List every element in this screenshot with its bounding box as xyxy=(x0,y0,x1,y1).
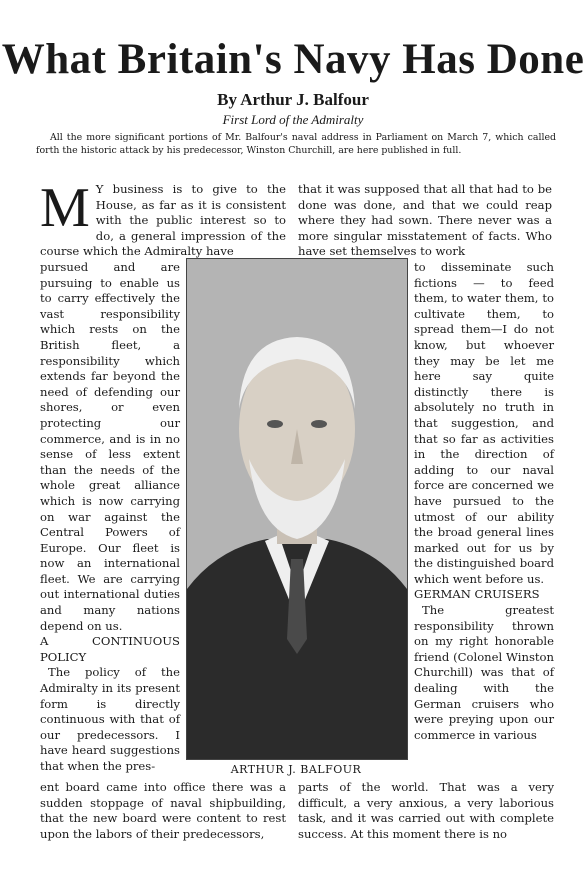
bottom-right-block xyxy=(298,780,554,842)
bottom-left-block xyxy=(40,780,286,842)
opening-text: Y business is to give to the House, as far as it is consistent with the public interest so to do, a general impression of the course which the Admiralty have xyxy=(40,182,286,259)
intro-paragraph: All the more significant portions of Mr. Balfour's naval address in Parliament on March 7, which called forth the historic attack by his predecessor, Winston Churchill, are here published in full. xyxy=(36,132,556,156)
right-column xyxy=(414,260,554,743)
photo-caption: ARTHUR J. BALFOUR xyxy=(230,763,362,776)
author-role: First Lord of the Admiralty xyxy=(222,112,364,127)
portrait-illustration xyxy=(187,259,407,759)
top-right-block xyxy=(298,182,552,260)
top-right-text: that it was supposed that all that had to be done was done, and that we could reap where they had sown. There never was a more singular misstatement of facts. Who have set themselves to work xyxy=(298,182,552,259)
left-column xyxy=(40,260,180,775)
left-column-text-2: The policy of the Admiralty in its present form is directly continuous with that of our predecessors. I have heard suggestions that when the pres- xyxy=(40,665,180,773)
subhead-continuous-policy: A CONTINUOUS POLICY xyxy=(40,634,180,664)
opening-block xyxy=(40,177,286,260)
left-column-text: pursued and are pursuing to enable us to carry effectively the vast responsibility which rests on the British fleet, a responsibility which extends far beyond the need of defending our shores, or even protecting our commerce, and is in no sense of less extent than the needs of the whole great alliance which is now carrying on war against the Central Powers of Europe. Our fleet is now an international fleet. We are carrying out international duties and many nations depend on us. xyxy=(40,260,180,633)
drop-cap: M xyxy=(40,177,90,239)
portrait-photo xyxy=(186,258,408,760)
bottom-left-text: ent board came into office there was a sudden stoppage of naval shipbuilding, that the new board were content to rest upon the labors of their predecessors, xyxy=(40,780,286,841)
byline: By Arthur J. Balfour xyxy=(217,90,369,109)
right-column-text-2: The greatest responsibility thrown on my right honorable friend (Colonel Winston Churchill) was that of dealing with the German cruisers who were preying upon our commerce in various xyxy=(414,603,554,742)
bottom-right-text: parts of the world. That was a very difficult, a very anxious, a very laborious task, and it was carried out with complete success. At this moment there is no xyxy=(298,780,554,841)
right-column-text: to disseminate such fictions — to feed them, to water them, to cultivate them, to spread them—I do not know, but whoever they may be let me here say quite distinctly there is absolutely no truth in that suggestion, and that so far as activities in the direction of adding to our naval force are concerned we have pursued to the utmost of our ability the broad general lines marked out for us by the distinguished board which went before us. xyxy=(414,260,554,586)
page-title: What Britain's Navy Has Done xyxy=(1,36,585,83)
subhead-german-cruisers: GERMAN CRUISERS xyxy=(414,587,540,602)
